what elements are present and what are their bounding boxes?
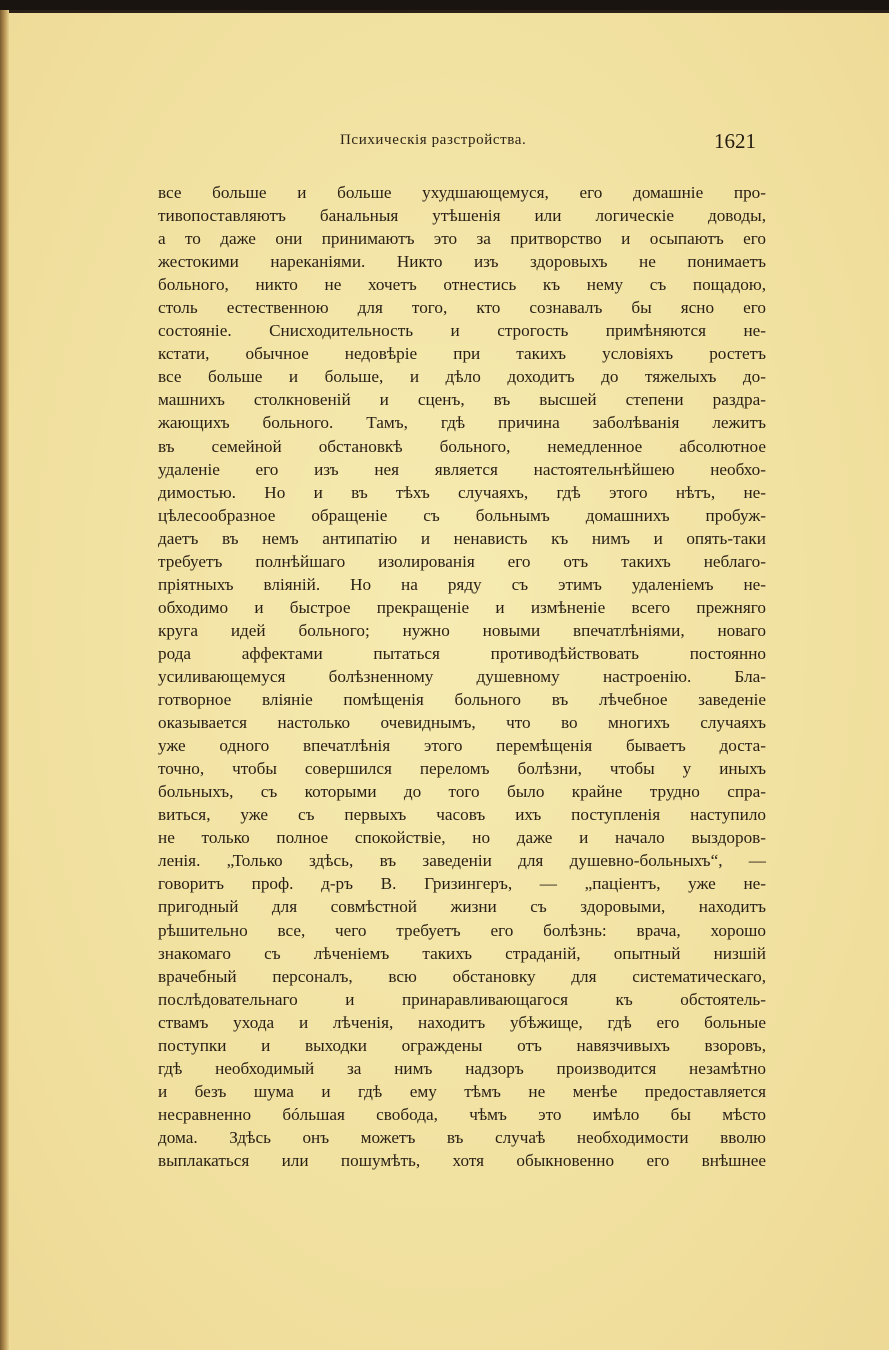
text-line: выплакаться или пошумѣть, хотя обыкновенно его внѣшнее xyxy=(158,1150,766,1170)
text-line: пріятныхъ вліяній. Но на ряду съ этимъ удаленіемъ не- xyxy=(158,574,766,594)
text-line: тивопоставляютъ банальныя утѣшенія или логическіе доводы, xyxy=(158,206,766,226)
text-line: и безъ шума и гдѣ ему тѣмъ не менѣе предоставляется xyxy=(158,1081,766,1101)
text-line: больного, никто не хочетъ отнестись къ нему съ пощадою, xyxy=(158,275,766,295)
text-line: машнихъ столкновеній и сценъ, въ высшей степени раздра- xyxy=(158,390,766,410)
page-number: 1621 xyxy=(714,129,756,153)
text-line: столь естественною для того, кто сознавалъ бы ясно его xyxy=(158,298,766,318)
text-line: усиливающемуся болѣзненному душевному настроенію. Бла- xyxy=(158,666,766,686)
text-line: димостью. Но и въ тѣхъ случаяхъ, гдѣ этого нѣтъ, не- xyxy=(158,482,766,502)
text-line: рода аффектами пытаться противодѣйствовать постоянно xyxy=(158,643,766,663)
text-line: кстати, обычное недовѣріе при такихъ условіяхъ ростетъ xyxy=(158,344,766,364)
text-line: требуетъ полнѣйшаго изолированія его отъ такихъ неблаго- xyxy=(158,551,766,571)
text-line: готворное вліяніе помѣщенія больного въ лѣчебное заведеніе xyxy=(158,690,766,710)
text-line: ленія. „Только здѣсь, въ заведеніи для душевно-больныхъ“, — xyxy=(158,851,766,871)
text-line: жающихъ больного. Тамъ, гдѣ причина заболѣванія лежитъ xyxy=(158,413,766,433)
text-line: точно, чтобы совершился переломъ болѣзни, чтобы у иныхъ xyxy=(158,759,766,779)
text-line: дома. Здѣсь онъ можетъ въ случаѣ необходимости вволю xyxy=(158,1127,766,1147)
text-line: пригодный для совмѣстной жизни съ здоровыми, находитъ xyxy=(158,897,766,917)
text-line: не только полное спокойствіе, но даже и начало выздоров- xyxy=(158,828,766,848)
text-line: все больше и больше, и дѣло доходитъ до тяжелыхъ до- xyxy=(158,367,766,387)
text-line: уже одного впечатлѣнія этого перемѣщенія бываетъ доста- xyxy=(158,736,766,756)
scan-top-border xyxy=(0,10,889,13)
text-line: жестокими нареканіями. Никто изъ здоровыхъ не понимаетъ xyxy=(158,252,766,272)
text-line: въ семейной обстановкѣ больного, немедленное абсолютное xyxy=(158,436,766,456)
text-line: состояніе. Снисходительность и строгость примѣняются не- xyxy=(158,321,766,341)
text-line: больныхъ, съ которыми до того было крайне трудно спра- xyxy=(158,782,766,802)
text-line: оказывается настолько очевиднымъ, что во многихъ случаяхъ xyxy=(158,713,766,733)
text-line: цѣлесообразное обращеніе съ больнымъ домашнихъ пробуж- xyxy=(158,505,766,525)
text-line: рѣшительно все, чего требуетъ его болѣзнь: врача, хорошо xyxy=(158,920,766,940)
text-line: обходимо и быстрое прекращеніе и измѣненіе всего прежняго xyxy=(158,597,766,617)
text-line: гдѣ необходимый за нимъ надзоръ производится незамѣтно xyxy=(158,1058,766,1078)
text-line: знакомаго съ лѣченіемъ такихъ страданій, опытный низшій xyxy=(158,943,766,963)
text-line: даетъ въ немъ антипатію и ненависть къ нимъ и опять-таки xyxy=(158,528,766,548)
text-line: удаленіе его изъ нея является настоятельнѣйшею необхо- xyxy=(158,459,766,479)
text-line: круга идей больного; нужно новыми впечатлѣніями, новаго xyxy=(158,620,766,640)
text-line: говоритъ проф. д-ръ В. Гризингеръ, — „паціентъ, уже не- xyxy=(158,874,766,894)
text-line: врачебный персоналъ, всю обстановку для систематическаго, xyxy=(158,966,766,986)
text-line: все больше и больше ухудшающемуся, его домашніе про- xyxy=(158,183,766,202)
text-line: ствамъ ухода и лѣченія, находитъ убѣжище, гдѣ его больные xyxy=(158,1012,766,1032)
text-line: несравненно бóльшая свобода, чѣмъ это имѣло бы мѣсто xyxy=(158,1104,766,1124)
body-text xyxy=(158,181,766,1172)
text-line: виться, уже съ первыхъ часовъ ихъ поступленія наступило xyxy=(158,805,766,825)
text-line: а то даже они принимаютъ это за притворство и осыпаютъ его xyxy=(158,229,766,249)
text-line: поступки и выходки ограждены отъ навязчивыхъ взоровъ, xyxy=(158,1035,766,1055)
book-page xyxy=(0,10,889,1350)
running-head: Психическія разстройства. xyxy=(340,132,527,148)
text-line: послѣдовательнаго и принаравливающагося къ обстоятель- xyxy=(158,989,766,1009)
page-binding-edge xyxy=(0,10,9,1350)
